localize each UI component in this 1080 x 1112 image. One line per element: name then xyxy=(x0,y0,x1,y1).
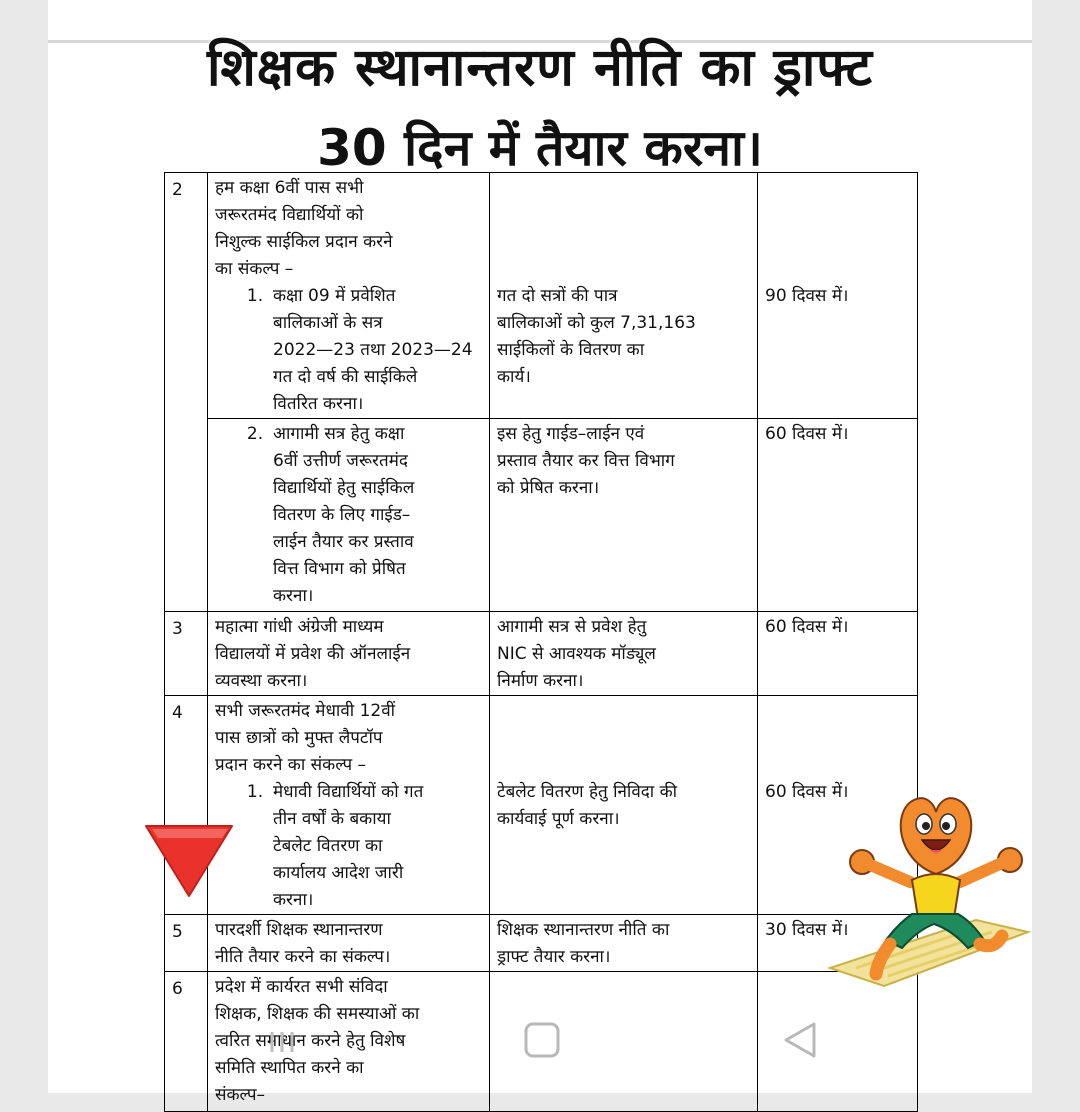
serial-number: 2 xyxy=(165,173,208,612)
resolution-cell xyxy=(208,696,490,915)
table-row xyxy=(165,173,918,419)
sub-item xyxy=(237,779,483,914)
resolution-cell xyxy=(208,972,490,1112)
resolution-cell xyxy=(208,419,490,612)
text-line: समिति स्थापित करने का xyxy=(215,1058,364,1078)
back-triangle-icon[interactable] xyxy=(780,1020,820,1060)
recent-apps-icon[interactable] xyxy=(262,1022,302,1062)
text-line: शिक्षक स्थानान्तरण नीति का xyxy=(497,920,670,940)
text-line: का संकल्प – xyxy=(215,259,294,279)
timeline-text: 90 दिवस में। xyxy=(765,286,849,306)
text-line: लाईन तैयार कर प्रस्ताव xyxy=(273,532,414,552)
table-row xyxy=(165,915,918,972)
action-cell xyxy=(490,612,758,696)
resolution-cell xyxy=(208,915,490,972)
sub-item-text xyxy=(273,779,483,914)
text-line: सभी जरूरतमंद मेधावी 12वीं xyxy=(215,701,396,721)
action-cell xyxy=(490,696,758,915)
timeline-text: 30 दिवस में। xyxy=(765,920,849,940)
sub-item-number: 2. xyxy=(246,424,264,444)
home-square-icon[interactable] xyxy=(522,1020,562,1060)
timeline-cell xyxy=(758,419,918,612)
timeline-text: 60 दिवस में। xyxy=(765,782,849,802)
text-line: निर्माण करना। xyxy=(497,671,584,691)
text-line: आगामी सत्र हेतु कक्षा xyxy=(273,424,405,444)
action-cell xyxy=(490,173,758,419)
resolution-cell xyxy=(208,612,490,696)
text-line: पारदर्शी शिक्षक स्थानान्तरण xyxy=(215,920,383,940)
timeline-text: 60 दिवस में। xyxy=(765,424,849,444)
sub-item-number: 1. xyxy=(246,286,264,306)
yoga-mascot-sticker xyxy=(826,790,1032,990)
text-line: पास छात्रों को मुफ्त लैपटॉप xyxy=(215,728,383,748)
text-line: गत दो वर्ष की साईकिले xyxy=(273,367,418,387)
text-line: इस हेतु गाईड–लाईन एवं xyxy=(497,424,645,444)
table-row xyxy=(165,419,918,612)
text-line: जरूरतमंद विद्यार्थियों को xyxy=(215,205,364,225)
text-line: करना। xyxy=(273,890,314,910)
text-line: विद्यालयों में प्रवेश की ऑनलाईन xyxy=(215,644,411,664)
text-line: ड्राफ्ट तैयार करना। xyxy=(497,947,611,967)
action-cell xyxy=(490,915,758,972)
headline-line-2: 30 दिन में तैयार करना। xyxy=(317,119,763,177)
text-line: मेधावी विद्यार्थियों को गत xyxy=(273,782,424,802)
text-line: बालिकाओं को कुल 7,31,163 xyxy=(497,313,696,333)
serial-number: 6 xyxy=(165,972,208,1112)
timeline-cell xyxy=(758,173,918,419)
timeline-cell xyxy=(758,612,918,696)
text-line: शिक्षक, शिक्षक की समस्याओं का xyxy=(215,1004,420,1024)
text-line: 2022—23 तथा 2023—24 xyxy=(273,340,473,360)
text-line: कार्य। xyxy=(497,367,531,387)
sub-item xyxy=(237,283,483,418)
text-line: टेबलेट वितरण हेतु निविदा की xyxy=(497,782,678,802)
text-line: नीति तैयार करने का संकल्प। xyxy=(215,947,391,967)
text-line: 6वीं उत्तीर्ण जरूरतमंद xyxy=(273,451,408,471)
table-row xyxy=(165,696,918,915)
text-line: करना। xyxy=(273,586,314,606)
red-down-triangle-icon xyxy=(142,820,236,900)
resolution-table xyxy=(164,172,918,1112)
text-line: टेबलेट वितरण का xyxy=(273,836,383,856)
action-cell xyxy=(490,419,758,612)
text-line: वित्त विभाग को प्रेषित xyxy=(273,559,406,579)
text-line: कार्यालय आदेश जारी xyxy=(273,863,404,883)
text-line: आगामी सत्र से प्रवेश हेतु xyxy=(497,617,647,637)
serial-number: 3 xyxy=(165,612,208,696)
serial-number: 4 xyxy=(165,696,208,915)
text-line: कार्यवाई पूर्ण करना। xyxy=(497,809,620,829)
resolution-cell xyxy=(208,173,490,419)
text-line: निशुल्क साईकिल प्रदान करने xyxy=(215,232,393,252)
text-line: विद्यार्थियों हेतु साईकिल xyxy=(273,478,415,498)
text-line: तीन वर्षों के बकाया xyxy=(273,809,391,829)
text-line: त्वरित समाधान करने हेतु विशेष xyxy=(215,1031,406,1051)
text-line: वितरण के लिए गाईड– xyxy=(273,505,411,525)
sub-item xyxy=(237,421,483,610)
timeline-text: 60 दिवस में। xyxy=(765,617,849,637)
text-line: बालिकाओं के सत्र xyxy=(273,313,383,333)
headline-line-1: शिक्षक स्थानान्तरण नीति का ड्राफ्ट xyxy=(206,38,874,98)
text-line: कक्षा 09 में प्रवेशित xyxy=(273,286,396,306)
text-line: महात्मा गांधी अंग्रेजी माध्यम xyxy=(215,617,384,637)
text-line: प्रस्ताव तैयार कर वित्त विभाग xyxy=(497,451,675,471)
text-line: प्रदेश में कार्यरत सभी संविदा xyxy=(215,977,388,997)
text-line: साईकिलों के वितरण का xyxy=(497,340,645,360)
serial-number: 5 xyxy=(165,915,208,972)
text-line: प्रदान करने का संकल्प – xyxy=(215,755,367,775)
text-line: गत दो सत्रों की पात्र xyxy=(497,286,618,306)
sub-item-number: 1. xyxy=(246,782,264,802)
text-line: NIC से आवश्यक मॉड्यूल xyxy=(497,644,656,664)
table-row xyxy=(165,612,918,696)
text-line: हम कक्षा 6वीं पास सभी xyxy=(215,178,364,198)
sub-item-text xyxy=(273,421,483,610)
text-line: संकल्प– xyxy=(215,1085,265,1105)
text-line: व्यवस्था करना। xyxy=(215,671,308,691)
text-line: को प्रेषित करना। xyxy=(497,478,600,498)
text-line: वितरित करना। xyxy=(273,394,364,414)
sub-item-text xyxy=(273,283,483,418)
